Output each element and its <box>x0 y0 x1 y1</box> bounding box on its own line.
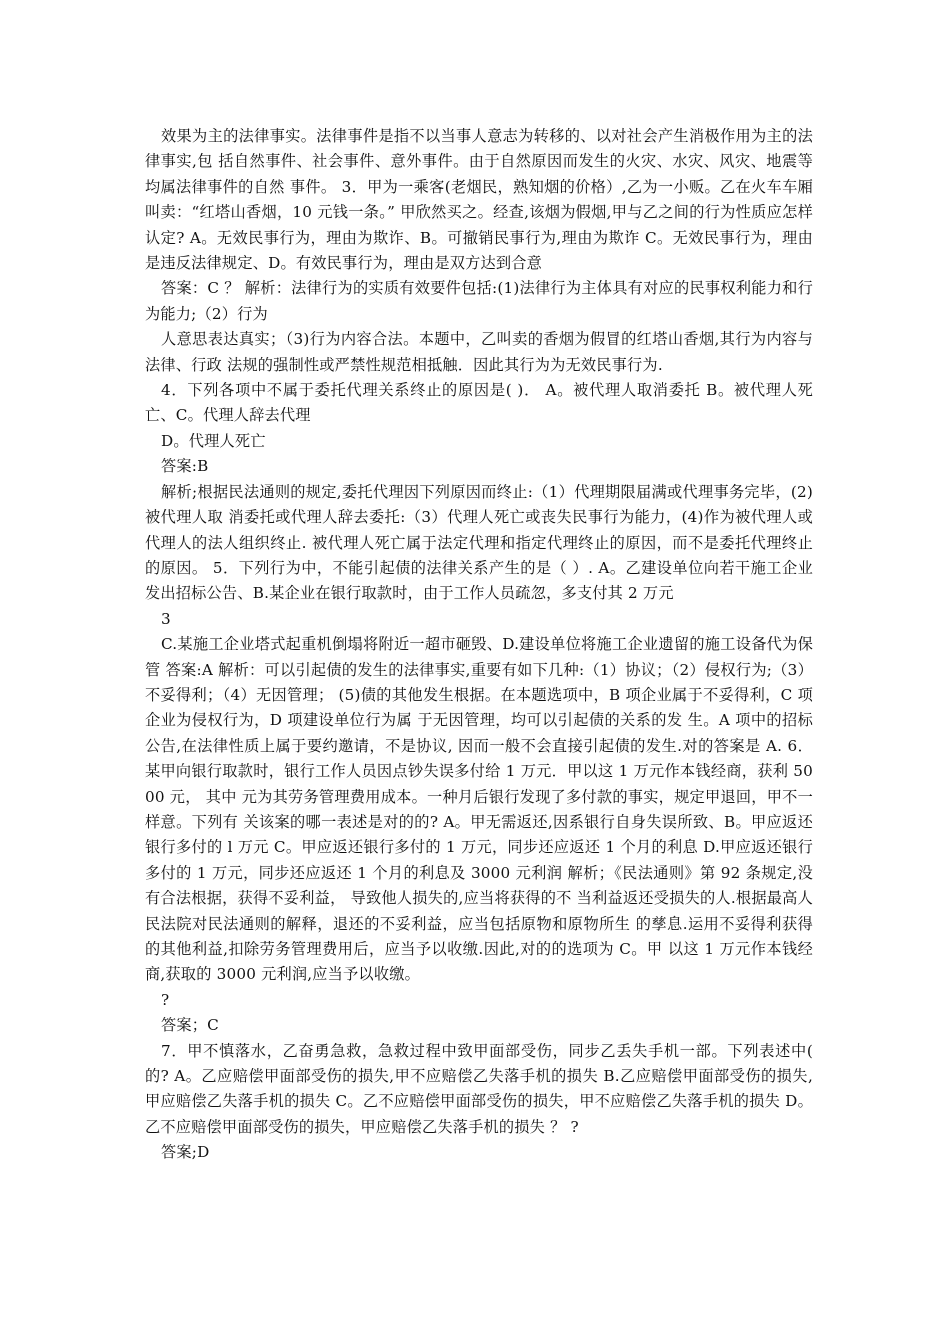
paragraph-explanation-4-question-5: 解析;根据民法通则的规定,委托代理因下列原因而终止:（1）代理期限届满或代理事务完毕，(2)被代理人取 消委托或代理人辞去委托:（3）代理人死亡或丧失民事行为能力，(4)作为被代理人或代理人的法人组织终止. 被代理人死亡属于法定代理和指定代理终止的原因，而不是委托代理终止的原因。 5．下列行为中，不能引起债的法律关系产生的是（ ）. A。乙建设单位向若干施工企业发出招标公告、B.某企业在银行取款时，由于工作人员疏忽，多支付其 2 万元 <box>145 482 813 603</box>
paragraph-question-7: 7．甲不慎落水，乙奋勇急救，急救过程中致甲面部受伤，同步乙丢失手机一部。下列表述中( 的? A。乙应赔偿甲面部受伤的损失,甲不应赔偿乙失落手机的损失 B.乙应赔偿甲面部受伤的损失,甲应赔偿乙失落手机的损失 C。乙不应赔偿甲面部受伤的损失，甲不应赔偿乙失落手机的损失 D。乙不应赔偿甲面部受伤的损失，甲应赔偿乙失落手机的损失 ？ ? <box>145 1041 813 1136</box>
paragraph-answer-7: 答案;D <box>161 1143 210 1162</box>
paragraph-answer-4: 答案:B <box>161 457 209 476</box>
paragraph-question-5-6: C.某施工企业塔式起重机倒塌将附近一超市砸毁、D.建设单位将施工企业遗留的施工设备代为保管 答案:A 解析：可以引起债的发生的法律事实,重要有如下几种:（1）协议；（2）侵权行为;（3）不妥得利；（4）无因管理； (5)债的其他发生根据。在本题选项中，B 项企业属于不妥得利，C 项企业为侵权行为，D 项建设单位行为属 于无因管理，均可以引起债的关系的发 生。A 项中的招标公告,在法律性质上属于要约邀请，不是协议, 因而一般不会直接引起债的发生.对的答案是 A. 6．某甲向银行取款时，银行工作人员因点钞失误多付给 1 万元．甲以这 1 万元作本钱经商，获利 5000 元， 其中 元为其劳务管理费用成本。一种月后银行发现了多付款的事实，规定甲退回，甲不一样意。下列有 关该案的哪一表述是对的的? A。甲无需返还,因系银行自身失误所致、B。甲应返还银行多付的 l 万元 C。甲应返还银行多付的 1 万元，同步还应返还 1 个月的利息 D.甲应返还银行多付的 1 万元，同步还应返还 1 个月的利息及 3000 元利润 解析；《民法通则》第 92 条规定,没有合法根据，获得不妥利益， 导致他人损失的,应当将获得的不 当利益返还受损失的人.根据最高人民法院对民法通则的解释，退还的不妥利益，应当包括原物和原物所生 的孳息.运用不妥得利获得的其他利益,扣除劳务管理费用后，应当予以收缴.因此,对的的选项为 C。甲 以这 1 万元作本钱经商,获取的 3000 元利润,应当予以收缴。 <box>145 635 813 984</box>
page-number: 3 <box>161 609 171 628</box>
paragraph-answer-6: 答案；C <box>161 1016 219 1035</box>
paragraph-question-4: 4．下列各项中不属于委托代理关系终止的原因是( )． A。被代理人取消委托 B。被代理人死亡、C。代理人辞去代理 <box>145 381 813 425</box>
paragraph-option-4d: D。代理人死亡 <box>161 431 266 450</box>
paragraph-legal-events: 效果为主的法律事实。法律事件是指不以当事人意志为转移的、以对社会产生消极作用为主的法律事实,包 括自然事件、社会事件、意外事件。由于自然原因而发生的火灾、水灾、风灾、地震等均属法律事件的自然 事件。 3．甲为一乘客(老烟民，熟知烟的价格）,乙为一小贩。乙在火车车厢叫卖：“红塔山香烟，10 元钱一条。” 甲欣然买之。经查,该烟为假烟,甲与乙之间的行为性质应怎样认定? A。无效民事行为，理由为欺诈、B。可撤销民事行为,理由为欺诈 C。无效民事行为，理由是违反法律规定、D。有效民事行为，理由是双方达到合意 <box>145 127 813 273</box>
paragraph-explanation-3: 人意思表达真实；（3)行为内容合法。本题中，乙叫卖的香烟为假冒的红塔山香烟,其行为内容与法律、行政 法规的强制性或严禁性规范相抵触．因此其行为为无效民事行为. <box>145 330 813 374</box>
paragraph-question-mark: ? <box>161 990 170 1009</box>
paragraph-answer-3: 答案：C ？ 解析：法律行为的实质有效要件包括:(1)法律行为主体具有对应的民事权利能力和行为能力;（2）行为 <box>145 279 813 323</box>
document-body <box>145 124 813 1166</box>
